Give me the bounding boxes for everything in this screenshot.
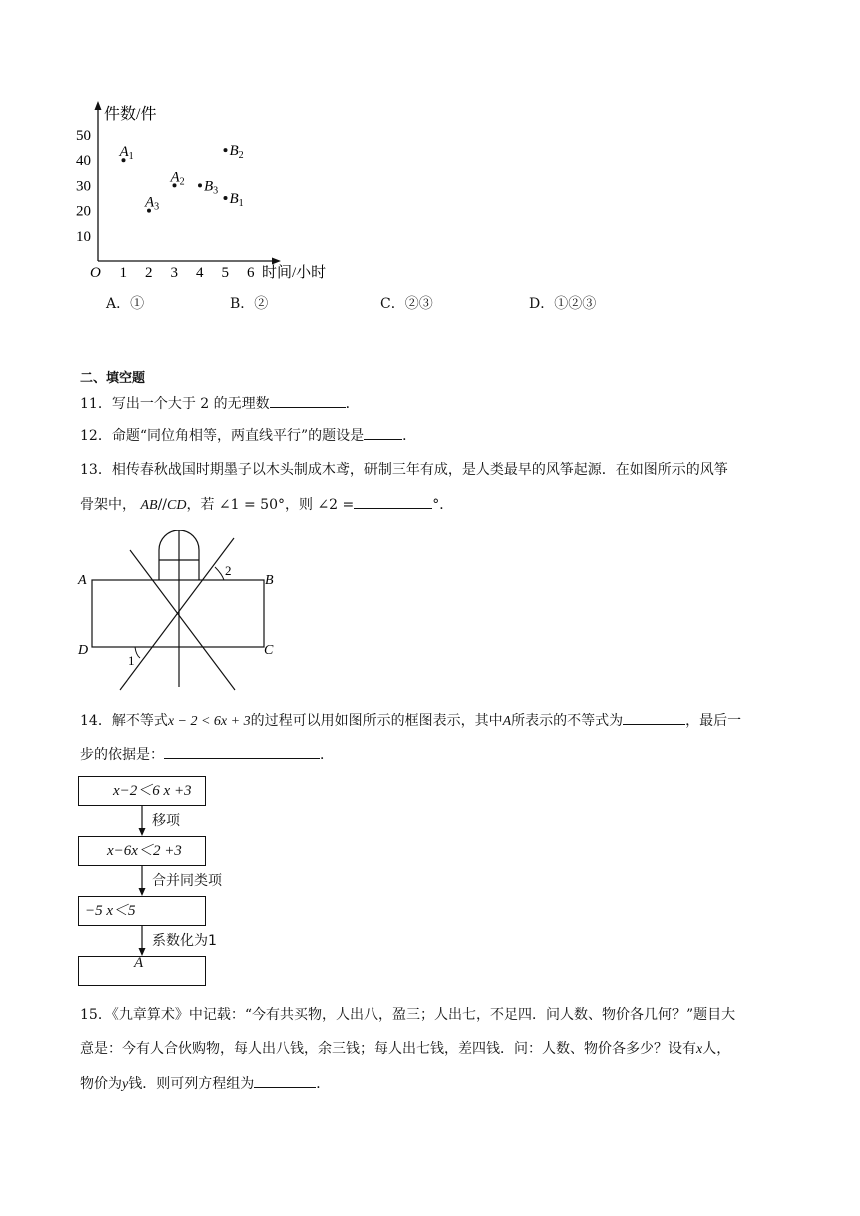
option-b-label: B． xyxy=(230,296,255,312)
scatter-chart xyxy=(70,95,370,285)
q14-text-b: 的过程可以用如图所示的框图表示，其中 xyxy=(250,713,503,729)
angle-2-arc xyxy=(215,567,224,580)
q13-angle2: ∠2 = xyxy=(317,497,355,513)
scatter-point-b2 xyxy=(224,148,228,152)
flow-step-2: 合并同类项 xyxy=(152,873,222,889)
question-15-line1: 15．《九章算术》中记载：“今有共买物，人出八，盈三；人出七，不足四．问人数、物价各几何？”题目大 xyxy=(80,1007,736,1023)
q14-answer-blank-1[interactable] xyxy=(623,710,685,725)
kite-figure xyxy=(72,530,292,695)
q11-text: 11．写出一个大于 2 的无理数 xyxy=(80,396,270,412)
q14-answer-blank-2[interactable] xyxy=(164,744,320,759)
q14-inequality: x − 2 < 6x + 3 xyxy=(167,714,251,729)
q14-text-c: 所表示的不等式为 xyxy=(511,713,624,729)
question-12 xyxy=(80,425,416,446)
question-11 xyxy=(80,393,360,414)
x-axis-arrow xyxy=(272,258,281,265)
flow-arrowhead-2 xyxy=(139,888,146,896)
option-c-label: C． xyxy=(380,296,405,312)
kite-label-1: 1 xyxy=(128,653,135,668)
y-tick-label: 50 xyxy=(76,128,91,144)
q15-text-b: 人， xyxy=(702,1041,731,1057)
q13-parallel: // xyxy=(157,497,167,513)
option-d-label: D． xyxy=(529,296,555,312)
question-15-line3 xyxy=(80,1073,330,1095)
q13-end: °． xyxy=(432,497,454,513)
question-15-line2 xyxy=(80,1039,730,1060)
option-b[interactable] xyxy=(230,293,268,313)
option-c[interactable] xyxy=(380,293,433,313)
x-tick-label: 5 xyxy=(221,265,229,281)
kite-diagonal-1 xyxy=(120,538,234,690)
scatter-point-label-b3: $B_3$ xyxy=(204,178,219,197)
q14-a: A xyxy=(502,714,512,729)
kite-label-a: A xyxy=(78,573,87,588)
q12-answer-blank[interactable] xyxy=(364,425,402,440)
flow-box-4 xyxy=(78,956,206,986)
q13-cd: CD xyxy=(167,498,187,513)
option-a-text: ① xyxy=(130,296,145,312)
y-tick-label: 20 xyxy=(76,203,91,220)
kite-label-d: D xyxy=(78,643,89,658)
q15-end: ． xyxy=(316,1076,331,1092)
flow-step-1: 移项 xyxy=(152,813,180,829)
y-axis-label: 件数/件 xyxy=(104,106,157,123)
q13-text-b: ，若 xyxy=(186,497,215,513)
q11-answer-blank[interactable] xyxy=(270,393,346,408)
q15-y: y xyxy=(122,1077,129,1092)
q14-text-d: ，最后一 xyxy=(685,713,742,729)
q14-line2-text: 步的依据是： xyxy=(80,747,164,763)
y-tick-label: 10 xyxy=(76,228,91,245)
flow-step-3: 系数化为1 xyxy=(152,933,217,949)
scatter-point-label-b1: $B_1$ xyxy=(229,191,244,209)
q14-text-a: 14．解不等式 xyxy=(80,713,168,729)
option-a-label: A． xyxy=(106,296,131,312)
kite-label-b: B xyxy=(265,573,274,588)
flow-box-2-text: x−6x＜2 +3 xyxy=(107,843,182,859)
scatter-point-label-b2: $B_2$ xyxy=(229,143,244,162)
kite-label-c: C xyxy=(264,643,274,658)
option-c-text: ②③ xyxy=(404,296,433,312)
q13-ab: AB xyxy=(140,498,158,513)
question-13-line2 xyxy=(80,494,453,516)
q15-text-d: 钱．则可列方程组为 xyxy=(128,1076,255,1092)
x-tick-label: 2 xyxy=(145,265,153,281)
x-tick-label: 1 xyxy=(119,265,127,281)
question-14-line1 xyxy=(80,710,741,732)
y-tick-label: 30 xyxy=(76,178,91,195)
q11-end: ． xyxy=(345,396,360,412)
scatter-point-b1 xyxy=(224,196,228,200)
flow-box-3-text: −5 x＜5 xyxy=(85,903,136,919)
q13-text-c: ，则 xyxy=(285,497,313,513)
y-tick-label: 40 xyxy=(76,153,91,170)
flow-box-1-text: x−2＜6 x +3 xyxy=(113,783,192,799)
flow-arrowhead-3 xyxy=(139,948,146,956)
q12-text: 12．命题“同位角相等，两直线平行”的题设是 xyxy=(80,428,365,444)
scatter-point-b3 xyxy=(198,183,202,187)
flow-box-4-text: A xyxy=(134,955,144,971)
origin-label: O xyxy=(90,265,101,281)
option-d-text: ①②③ xyxy=(554,296,597,312)
q15-answer-blank[interactable] xyxy=(254,1073,316,1088)
q15-x: x xyxy=(696,1042,703,1057)
flow-arrowhead-1 xyxy=(139,828,146,836)
scatter-point-label-a3: $A_3$ xyxy=(145,194,160,213)
scatter-point-label-a1: $A_1$ xyxy=(119,144,134,163)
x-tick-label: 6 xyxy=(247,265,255,281)
x-tick-label: 3 xyxy=(170,265,178,281)
q14-end: ． xyxy=(320,747,334,763)
scatter-point-label-a2: $A_2$ xyxy=(170,169,185,188)
q13-text-a: 骨架中， xyxy=(80,497,136,513)
x-axis-label: 时间/小时 xyxy=(262,265,327,281)
angle-1-arc xyxy=(135,647,140,658)
q13-answer-blank[interactable] xyxy=(354,494,432,509)
question-14-line2 xyxy=(80,744,334,765)
kite-label-2: 2 xyxy=(225,563,232,578)
x-tick-label: 4 xyxy=(196,265,204,281)
option-b-text: ② xyxy=(254,296,269,312)
option-d[interactable] xyxy=(529,293,596,313)
flow-box-1 xyxy=(78,776,206,806)
option-a[interactable] xyxy=(106,293,144,313)
q15-text-a: 意是：今有人合伙购物，每人出八钱，余三钱；每人出七钱，差四钱．问：人数、物价各多少？设有 xyxy=(80,1041,696,1057)
question-13-line1: 13．相传春秋战国时期墨子以木头制成木鸢，研制三年有成，是人类最早的风筝起源．在如图所示的风筝 xyxy=(80,462,728,478)
q13-angle1: ∠1 = 50° xyxy=(218,497,285,513)
y-axis-arrow xyxy=(95,101,102,110)
q12-end: ． xyxy=(402,428,417,444)
section-title: 二、填空题 xyxy=(80,371,146,386)
q15-text-c: 物价为 xyxy=(80,1076,122,1092)
